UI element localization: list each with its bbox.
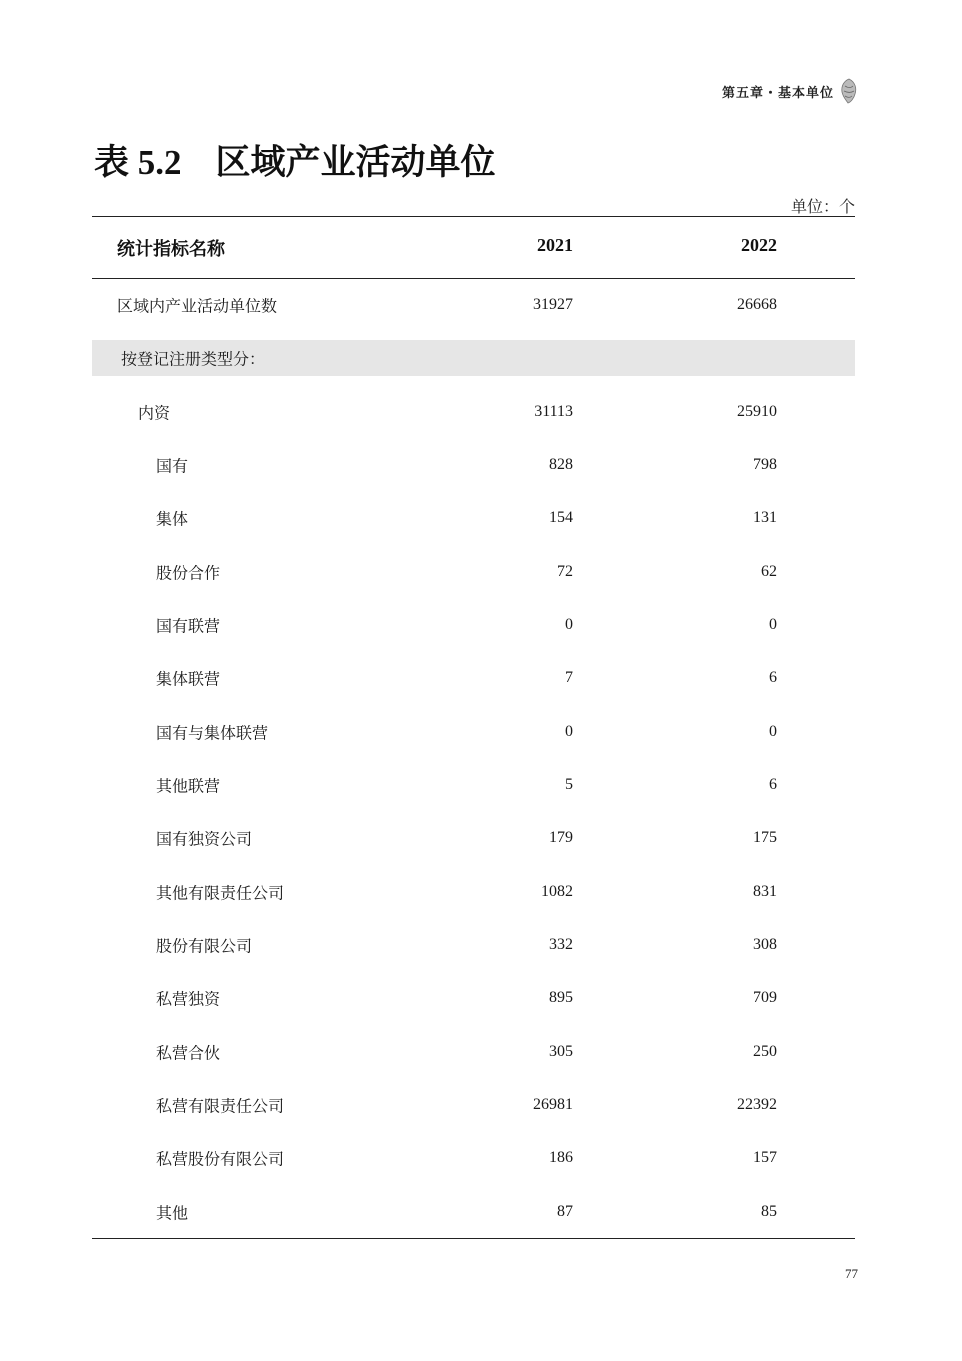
value-2022: 25910 — [737, 403, 777, 420]
table-top-rule — [92, 216, 855, 217]
table-header-rule — [92, 278, 855, 279]
value-2022: 85 — [761, 1203, 777, 1220]
table-bottom-rule — [92, 1238, 855, 1239]
value-2021: 179 — [549, 829, 573, 846]
value-2022: 6 — [769, 776, 777, 793]
value-2021: 305 — [549, 1043, 573, 1060]
row-label: 股份合作 — [156, 563, 221, 583]
value-2022: 22392 — [737, 1096, 777, 1113]
row-label: 其他有限责任公司 — [156, 883, 285, 903]
value-2022: 798 — [753, 456, 777, 473]
unit-label: 单位：个 — [790, 197, 855, 216]
row-label: 按登记注册类型分： — [121, 349, 266, 369]
value-2021: 1082 — [541, 883, 573, 900]
row-label: 内资 — [138, 403, 171, 423]
value-2021: 332 — [549, 936, 573, 953]
column-header-2022: 2022 — [741, 235, 777, 255]
table-row — [92, 1032, 855, 1072]
row-label: 其他联营 — [156, 776, 221, 796]
row-label: 集体联营 — [156, 669, 221, 689]
row-label: 私营独资 — [156, 989, 221, 1009]
value-2022: 831 — [753, 883, 777, 900]
value-2022: 157 — [753, 1149, 777, 1166]
value-2021: 5 — [565, 776, 573, 793]
table-row — [92, 978, 855, 1018]
row-label: 区域内产业活动单位数 — [117, 296, 278, 316]
fish-emblem-icon — [840, 78, 858, 104]
table-row — [92, 1138, 855, 1178]
table-row — [92, 818, 855, 858]
row-label: 国有联营 — [156, 616, 221, 636]
value-2021: 895 — [549, 989, 573, 1006]
row-label: 股份有限公司 — [156, 936, 253, 956]
value-2021: 72 — [557, 563, 573, 580]
value-2022: 175 — [753, 829, 777, 846]
table-row — [92, 765, 855, 805]
table-title — [92, 135, 496, 185]
value-2022: 250 — [753, 1043, 777, 1060]
value-2022: 0 — [769, 723, 777, 740]
row-label: 国有独资公司 — [156, 829, 253, 849]
table-row — [92, 872, 855, 912]
row-label: 国有 — [156, 456, 189, 476]
value-2022: 0 — [769, 616, 777, 633]
value-2021: 0 — [565, 723, 573, 740]
value-2021: 0 — [565, 616, 573, 633]
table-row — [92, 340, 855, 376]
value-2022: 709 — [753, 989, 777, 1006]
table-row — [92, 658, 855, 698]
table-row — [92, 1192, 855, 1232]
row-label: 集体 — [156, 509, 189, 529]
row-label: 私营合伙 — [156, 1043, 221, 1063]
table-row — [92, 605, 855, 645]
value-2021: 87 — [557, 1203, 573, 1220]
page-number: 77 — [845, 1266, 858, 1281]
value-2022: 6 — [769, 669, 777, 686]
chapter-label: 第五章・基本单位 — [721, 85, 834, 101]
value-2022: 26668 — [737, 296, 777, 313]
table-row — [92, 392, 855, 432]
value-2021: 828 — [549, 456, 573, 473]
table-row — [92, 445, 855, 485]
value-2021: 186 — [549, 1149, 573, 1166]
value-2022: 131 — [753, 509, 777, 526]
column-header-2021: 2021 — [537, 235, 573, 255]
table-number: 表 5.2 — [94, 143, 182, 182]
row-label: 其他 — [156, 1203, 189, 1223]
table-row — [92, 285, 855, 325]
row-label: 私营股份有限公司 — [156, 1149, 285, 1169]
value-2022: 62 — [761, 563, 777, 580]
table-row — [92, 552, 855, 592]
column-header-name: 统计指标名称 — [117, 239, 225, 260]
value-2021: 7 — [565, 669, 573, 686]
value-2021: 154 — [549, 509, 573, 526]
row-label: 国有与集体联营 — [156, 723, 269, 743]
table-title-text: 区域产业活动单位 — [215, 142, 496, 183]
value-2021: 31927 — [533, 296, 573, 313]
table-row — [92, 1085, 855, 1125]
table-row — [92, 498, 855, 538]
table-row — [92, 712, 855, 752]
value-2021: 26981 — [533, 1096, 573, 1113]
row-label: 私营有限责任公司 — [156, 1096, 285, 1116]
value-2022: 308 — [753, 936, 777, 953]
chapter-header — [722, 78, 858, 104]
table-row — [92, 925, 855, 965]
value-2021: 31113 — [534, 403, 573, 420]
